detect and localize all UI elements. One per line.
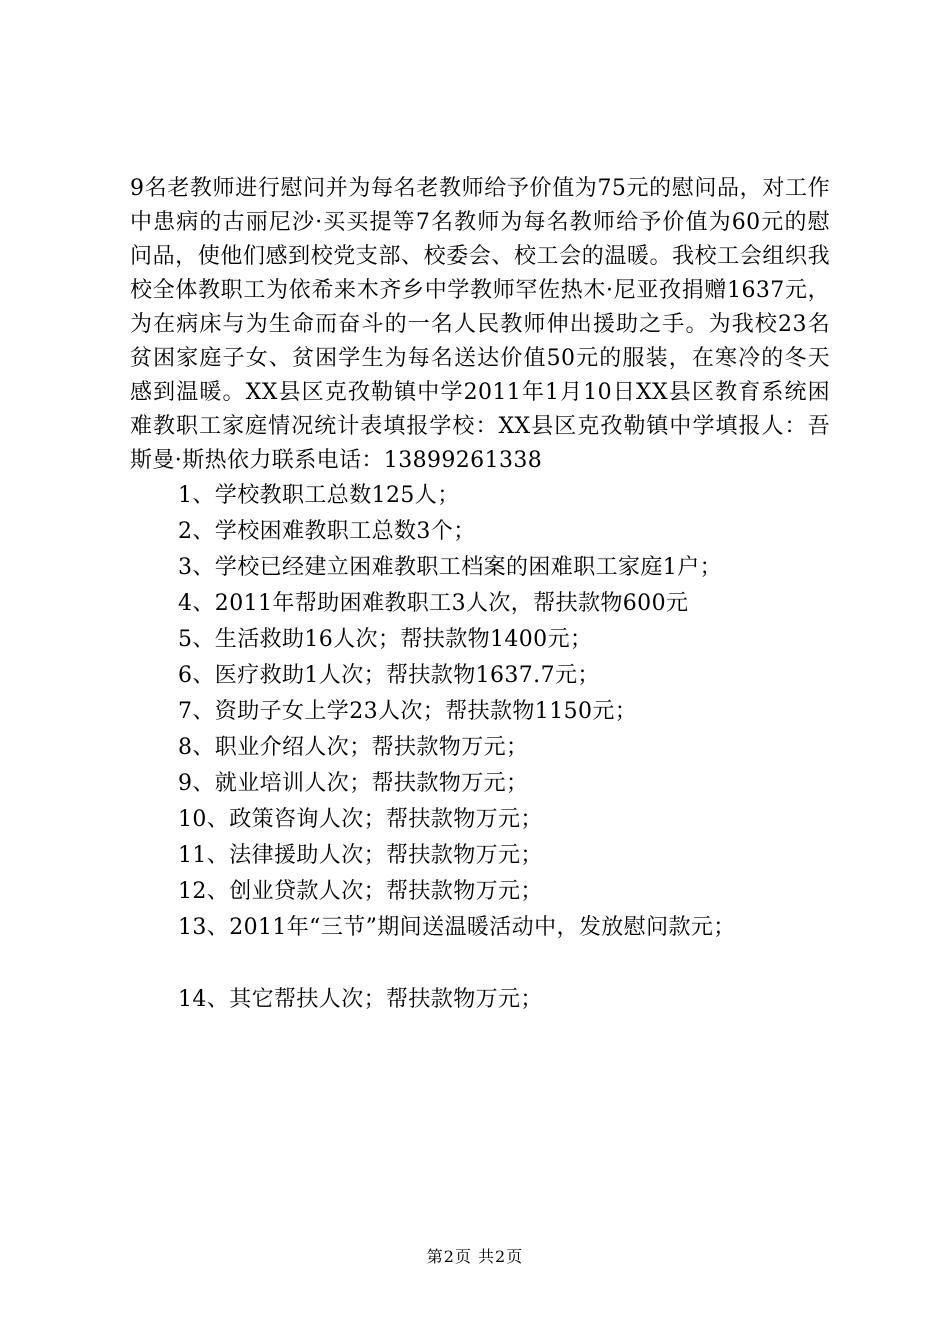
list-item: 3、学校已经建立困难教职工档案的困难职工家庭1户； — [178, 555, 722, 580]
list-item: 6、医疗救助1人次；帮扶款物1637.7元； — [178, 663, 600, 688]
body-paragraph: 9名老教师进行慰问并为每名老教师给予价值为75元的慰问品，对工作中患病的古丽尼沙·买买提等7名教师为每名教师给予价值为60元的慰问品，使他们感到校党支部、校委会、校工会的温暖。我校工会组织我校全体教职工为依希来木齐乡中学教师罕佐热木·尼亚孜捐赠1637元，为在病床与为生命而奋斗的一名人民教师伸出援助之手。为我校23名贫困家庭子女、贫困学生为每名送达价值50元的服装，在寒冷的冬天感到温暖。XX县区克孜勒镇中学2011年1月10日XX县区教育系统困难教职工家庭情况统计表填报学校：XX县区克孜勒镇中学填报人：吾斯曼·斯热依力联系电话：13899261338 — [130, 176, 830, 473]
list-item: 7、资助子女上学23人次；帮扶款物1150元； — [178, 699, 638, 724]
statistics-list — [178, 478, 736, 1018]
list-item: 4、2011年帮助困难教职工3人次，帮扶款物600元 — [178, 591, 689, 616]
list-item: 12、创业贷款人次；帮扶款物万元； — [178, 879, 543, 904]
list-item: 10、政策咨询人次；帮扶款物万元； — [178, 807, 543, 832]
list-item: 9、就业培训人次；帮扶款物万元； — [178, 771, 529, 796]
list-item: 5、生活救助16人次；帮扶款物1400元； — [178, 627, 593, 652]
list-item: 11、法律援助人次；帮扶款物万元； — [178, 843, 543, 868]
list-item: 1、学校教职工总数125人； — [178, 483, 460, 508]
list-item: 14、其它帮扶人次；帮扶款物万元； — [178, 987, 543, 1012]
list-item: 8、职业介绍人次；帮扶款物万元； — [178, 735, 529, 760]
page-number-footer: 第2页 共2页 — [426, 1247, 524, 1266]
list-item: 2、学校困难教职工总数3个； — [178, 519, 476, 544]
list-item: 13、2011年“三节”期间送温暖活动中，发放慰问款元； — [178, 915, 736, 940]
